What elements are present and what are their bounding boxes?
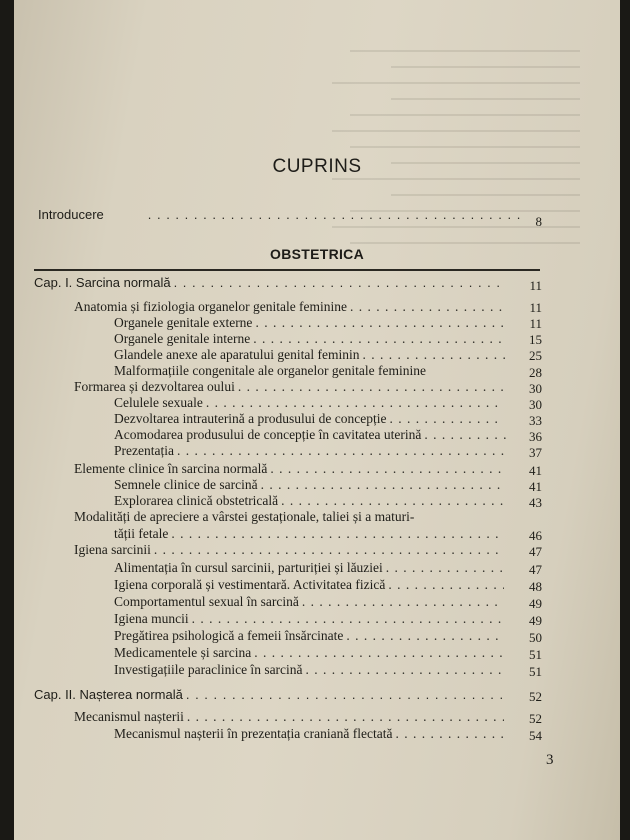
section-heading: OBSTETRICA (270, 246, 364, 262)
toc-entry: Investigațiile paraclinice în sarcină . . . (114, 662, 504, 678)
toc-entry: Explorarea clinică obstetricală . . . (114, 493, 504, 509)
toc-entry: Anatomia și fiziologia organelor genitale feminine . . . (74, 299, 504, 315)
toc-entry: Igiena muncii . . . (114, 611, 504, 627)
toc-entry: Medicamentele și sarcina . . . (114, 645, 504, 661)
toc-entry: Semnele clinice de sarcină . . . (114, 477, 504, 493)
toc-entry-chapter: Cap. I. Sarcina normală . . . (34, 275, 504, 291)
toc-entry: Organele genitale externe . . . (114, 315, 504, 331)
leader-dots (148, 207, 520, 223)
bleed-through-text (310, 36, 580, 266)
leader-dots (174, 275, 504, 291)
toc-entry: Mecanismul nașterii în prezentația craniană flectată . . . (114, 726, 506, 742)
book-page: CUPRINS Introducere . . . 8 OBSTETRICA Cap. I. Sarcina normală . . . 11 Anatomia și fiziologia organelor genitale feminine . . . 11 Organele genitale externe . . . 11 Organele genitale interne . . . 15 Glandele anexe ale aparatului genital feminin . . . 25 Malformațiile congenitale ale organelor genitale feminine 28 Formarea și dezvoltarea oului . . . 30 Celulele sexuale . . . 30 Dezvoltarea intrauterină a produsului de concepție . . . 33 Acomodarea produsului de concepție în cavitatea uterină . . . 36 Prezentația . . . 37 Elemente clinice în sarcina normală . . . 41 Semnele clinice de sarcină . . . 41 Explorarea clinică obstetricală . . . 43 Modalități de apreciere a vârstei gestaționale, taliei și a maturi- tății fetale . . . 46 Igiena sarcinii . . . 47 Alimentația în cursul sarcinii, parturiției și lăuziei . . . 47 Igiena corporală și vestimentară. Activitatea fizică . . . 48 Comportamentul sexual în sarcină . . . 49 Igiena muncii . . . 49 Pregătirea psihologică a femeii însărcinate . . . 50 Medicamentele și sarcina . . . 51 Investigațiile paraclinice în sarcină . . . 51 Cap. II. Nașterea normală . . . 52 Mecanismul nașterii . . . 52 Mecanismul nașterii în prezentația craniană flectată . . . 54 3 (14, 0, 620, 840)
toc-entry: Alimentația în cursul sarcinii, parturiției și lăuziei . . . (114, 560, 504, 576)
toc-entry: Organele genitale interne . . . (114, 331, 504, 347)
toc-entry-continuation: tății fetale . . . (114, 526, 504, 542)
toc-entry: Celulele sexuale . . . (114, 395, 504, 411)
toc-entry: Igiena corporală și vestimentară. Activitatea fizică . . . (114, 577, 504, 593)
page-title: CUPRINS (272, 156, 362, 177)
toc-entry-chapter: Cap. II. Nașterea normală . . . (34, 687, 504, 703)
toc-entry: Glandele anexe ale aparatului genital feminin . . . (114, 347, 506, 363)
toc-entry: Igiena sarcinii . . . (74, 542, 504, 558)
toc-entry-multiline: Modalități de apreciere a vârstei gestaționale, taliei și a maturi- (74, 509, 415, 524)
toc-entry: Acomodarea produsului de concepție în cavitatea uterină . . . (114, 427, 506, 443)
toc-entry: Malformațiile congenitale ale organelor genitale feminine (114, 363, 426, 378)
toc-entry: Dezvoltarea intrauterină a produsului de concepție . . . (114, 411, 504, 427)
toc-entry: Elemente clinice în sarcina normală . . . (74, 461, 504, 477)
toc-entry: Mecanismul nașterii . . . (74, 709, 504, 725)
toc-entry: Prezentația . . . (114, 443, 504, 459)
page-number: 3 (546, 752, 554, 768)
toc-entry: Comportamentul sexual în sarcină . . . (114, 594, 504, 610)
toc-page-number: 8 (535, 214, 542, 229)
toc-entry: Pregătirea psihologică a femeii însărcinate . . . (114, 628, 504, 644)
toc-entry-intro (38, 207, 520, 223)
toc-entry: Formarea și dezvoltarea oului . . . (74, 379, 504, 395)
toc-entry-label: Introducere (38, 207, 104, 222)
section-rule (34, 269, 540, 271)
